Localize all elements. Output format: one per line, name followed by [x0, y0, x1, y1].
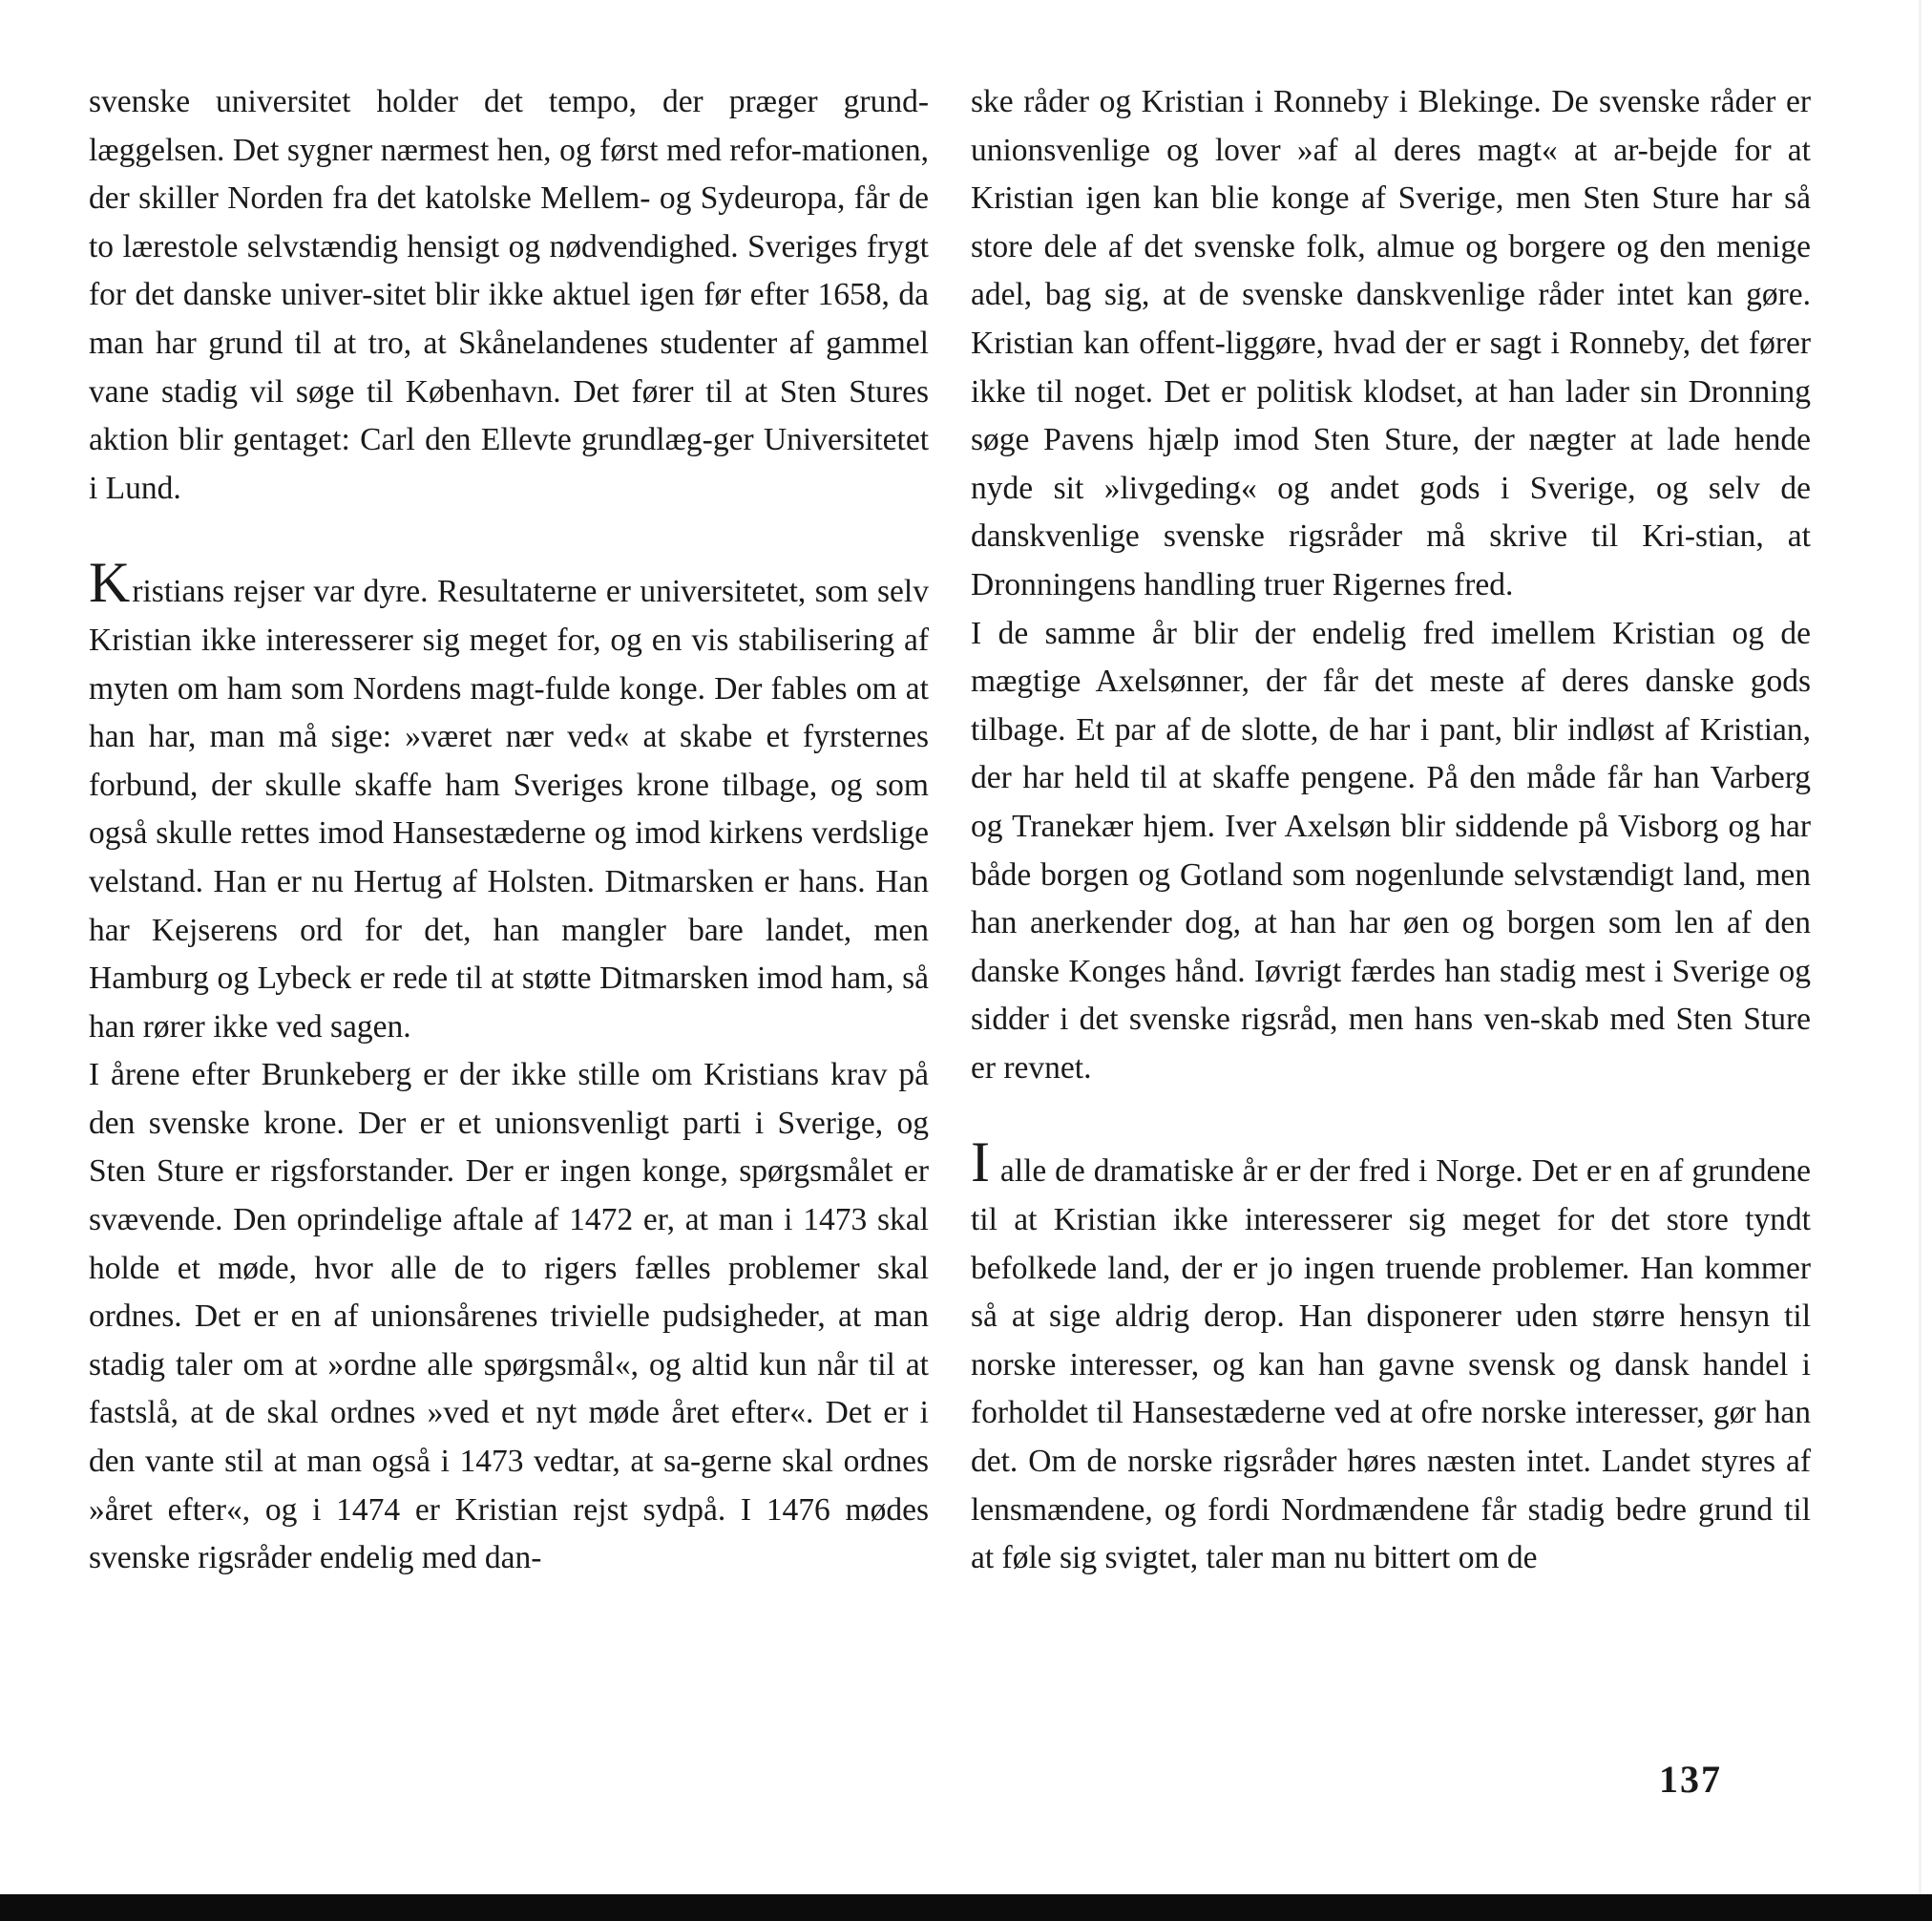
- paragraph-brunkeberg: I årene efter Brunkeberg er der ikke stille om Kristians krav på den svenske krone. Der er et unionsvenligt parti i Sverige, og Sten Sture er rigsforstander. Der er ingen konge, spørgsmålet er svævende. Den oprindelige aftale af 1472 er, at man i 1473 skal holde et møde, hvor alle de to rigers fælles problemer skal ordnes. Det er en af unionsårenes trivielle pudsigheder, at man stadig taler om at »ordne alle spørgsmål«, og altid kun når til at fastslå, at de skal ordnes »ved et nyt møde året efter«. Det er i den vante stil at man også i 1473 vedtar, at sa-gerne skal ordnes »året efter«, og i 1474 er Kristian rejst sydpå. I 1476 mødes svenske rigsråder endelig med dan-: [89, 1057, 929, 1576]
- initial-letter: K: [89, 551, 131, 615]
- paragraph-norge: [971, 1130, 1811, 1582]
- paragraph-axelsonner: I de samme år blir der endelig fred imellem Kristian og de mægtige Axelsønner, der får det meste af deres danske gods tilbage. Et par af de slotte, de har i pant, blir indløst af Kristian, der har held til at skaffe pengene. På den måde får han Varberg og Tranekær hjem. Iver Axelsøn blir siddende på Visborg og har både borgen og Gotland som nogenlunde selvstændigt land, men han anerkender dog, at han har øen og borgen som len af den danske Konges hånd. Iøvrigt færdes han stadig mest i Sverige og sidder i det svenske rigsråd, men hans ven-skab med Sten Sture er revnet.: [971, 615, 1811, 1086]
- paragraph-text: alle de dramatiske år er der fred i Norge. Det er en af grundene til at Kristian ikke interesserer sig meget for det store tyndt befolkede land, der er jo ingen truende problemer. Han kommer så at sige aldrig derop. Han disponerer uden større hensyn til norske interesser, og kan han gavne svensk og dansk handel i forholdet til Hansestæderne ved at ofre norske interesser, gør han det. Om de norske rigsråder høres næsten intet. Landet styres af lensmændene, og fordi Nordmændene får stadig bedre grund til at føle sig svigtet, taler man nu bittert om de: [971, 1153, 1811, 1576]
- paragraph-universitet: svenske universitet holder det tempo, der præger grund-læggelsen. Det sygner nærmest hen, og først med refor-mationen, der skiller Norden fra det katolske Mellem- og Sydeuropa, får de to lærestole selvstændig hensigt og nødvendighed. Sveriges frygt for det danske univer-sitet blir ikke aktuel igen før efter 1658, da man har grund til at tro, at Skånelandenes studenter af gammel vane stadig vil søge til København. Det fører til at Sten Stures aktion blir gentaget: Carl den Ellevte grundlæg-ger Universitetet i Lund.: [89, 84, 929, 506]
- scan-border: [0, 1894, 1932, 1921]
- paragraph-text: ristians rejser var dyre. Resultaterne er universitetet, som selv Kristian ikke interesserer sig meget for, og en vis stabilisering af myten om ham som Nordens magt-fulde konge. Der fables om at han har, man må sige: »været nær ved« at skabe et fyrsternes forbund, der skulle skaffe ham Sveriges krone tilbage, og som også skulle rettes imod Hansestæderne og imod kirkens verdslige velstand. Han er nu Hertug af Holsten. Ditmarsken er hans. Han har Kejserens ord for det, han mangler bare landet, men Hamburg og Lybeck er rede til at støtte Ditmarsken imod ham, så han rører ikke ved sagen.: [89, 574, 929, 1045]
- paragraph-ronneby: ske råder og Kristian i Ronneby i Blekinge. De svenske råder er unionsvenlige og lover »af al deres magt« at ar-bejde for at Kristian igen kan blie konge af Sverige, men Sten Sture har så store dele af det svenske folk, almue og borgere og den menige adel, bag sig, at de svenske danskvenlige råder intet kan gøre. Kristian kan offent-liggøre, hvad der er sagt i Ronneby, det fører ikke til noget. Det er politisk klodset, at han lader sin Dronning søge Pavens hjælp imod Sten Sture, der nægter at lade hende nyde sit »livgeding« og andet gods i Sverige, og selv de danskvenlige svenske rigsråder må skrive til Kri-stian, at Dronningens handling truer Rigernes fred.: [971, 84, 1811, 602]
- page-number: 137: [1659, 1758, 1722, 1801]
- right-column: [971, 78, 1811, 1583]
- paragraph-kristians-rejser: [89, 551, 929, 1051]
- left-column: [89, 78, 929, 1583]
- initial-letter: I: [971, 1130, 990, 1194]
- page-edge: [1919, 0, 1922, 1894]
